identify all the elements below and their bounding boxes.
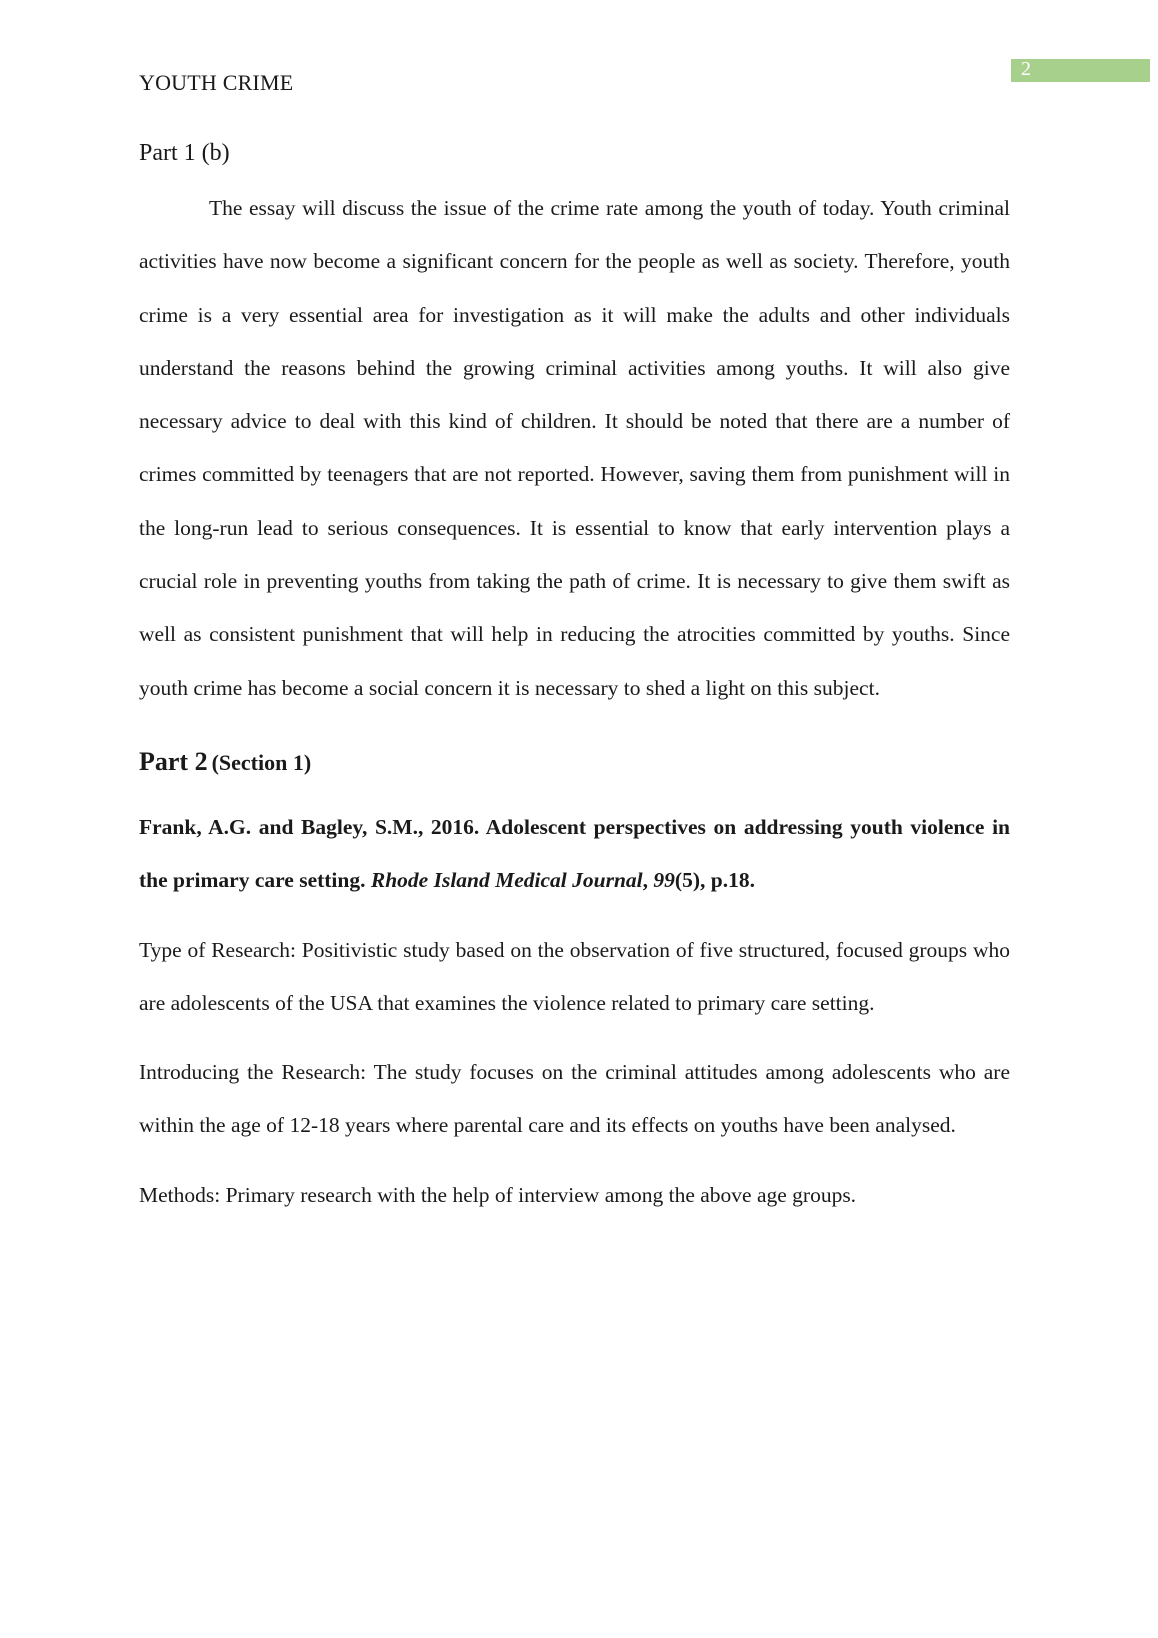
part1-paragraph: The essay will discuss the issue of the crime rate among the youth of today. Youth criminal activities have now become a significant concern for the people as well as society. Therefore, youth crime is a very essential area for investigation as it will make the adults and other individuals understand the reasons behind the growing criminal activities among youths. It will also give necessary advice to deal with this kind of children. It should be noted that there are a number of crimes committed by teenagers that are not reported. However, saving them from punishment will in the long-run lead to serious consequences. It is essential to know that early intervention plays a crucial role in preventing youths from taking the path of crime. It is necessary to give them swift as well as consistent punishment that will help in reducing the atrocities committed by youths. Since youth crime has become a social concern it is necessary to shed a light on this subject. [139, 196, 1010, 700]
reference-citation [139, 801, 1010, 908]
part2-heading [139, 737, 1010, 791]
reference-separator: , [642, 868, 649, 893]
introducing-research: Introducing the Research: The study focuses on the criminal attitudes among adolescents who are within the age of 12-18 years where parental care and its effects on youths have been analysed. [139, 1060, 1010, 1138]
reference-volume: 99 [653, 868, 675, 893]
document-body [139, 138, 1010, 1222]
reference-authors-title: Frank, A.G. and Bagley, S.M., 2016. Adolescent perspectives on addressing youth violence in the primary care setting. [139, 814, 1010, 893]
page-number: 2 [1021, 58, 1031, 80]
part2-heading-sub: (Section 1) [211, 749, 312, 775]
methods: Methods: Primary research with the help of interview among the above age groups. [139, 1182, 857, 1207]
page-number-bar [1011, 59, 1150, 82]
reference-issue-pages: (5), p.18. [674, 868, 755, 893]
running-head: YOUTH CRIME [139, 70, 294, 95]
type-of-research: Type of Research: Positivistic study based on the observation of five structured, focused groups who are adolescents of the USA that examines the violence related to primary care setting. [139, 937, 1010, 1015]
part1-heading: Part 1 (b) [139, 140, 230, 166]
reference-journal: Rhode Island Medical Journal [370, 868, 643, 893]
part2-heading-main: Part 2 [139, 746, 208, 776]
